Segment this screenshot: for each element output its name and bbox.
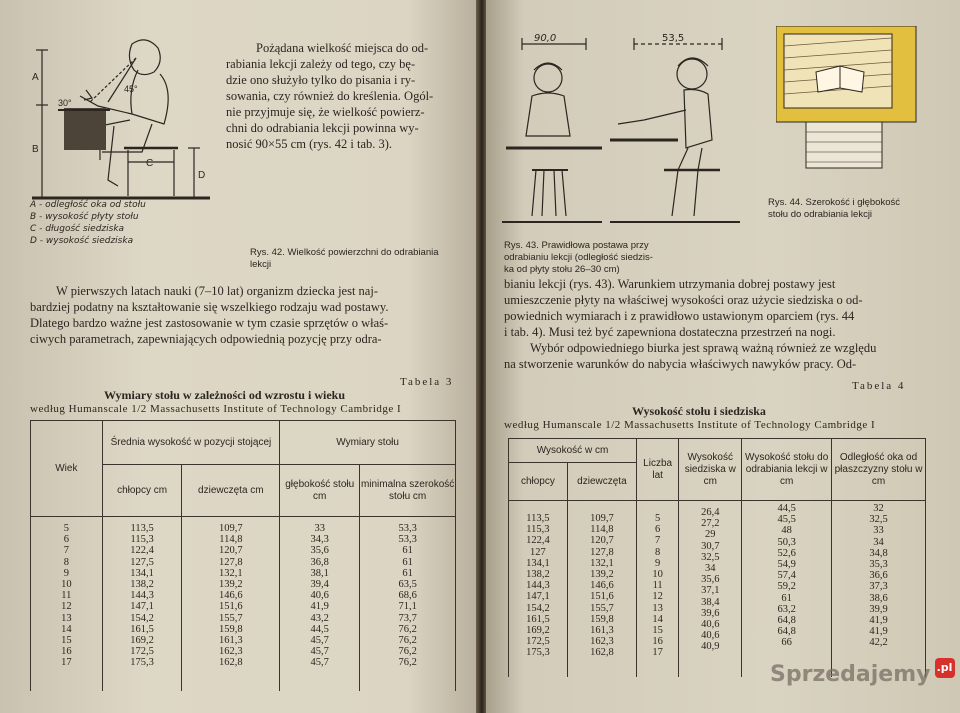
table-cell: 12 bbox=[652, 591, 663, 603]
fig44-caption bbox=[768, 197, 938, 221]
table-cell: 39,4 bbox=[310, 579, 329, 591]
table-cell: 151,6 bbox=[219, 601, 243, 613]
table-cell: 155,7 bbox=[219, 612, 243, 624]
right-page bbox=[486, 0, 960, 713]
table-cell: 35,3 bbox=[869, 559, 888, 571]
table-cell: 34,3 bbox=[310, 534, 329, 546]
table-cell: 48 bbox=[781, 525, 792, 537]
table-cell: 138,2 bbox=[526, 569, 550, 581]
table-cell: 57,4 bbox=[777, 570, 796, 582]
table-cell: 54,9 bbox=[777, 559, 796, 571]
table-cell: 144,3 bbox=[130, 590, 154, 602]
t3-col-dziewczeta bbox=[182, 517, 280, 691]
table-cell: 35,6 bbox=[701, 574, 720, 586]
caption-line: odrabianiu lekcji (odległość siedzis- bbox=[504, 252, 653, 263]
table-cell: 172,5 bbox=[130, 646, 154, 658]
table-cell: 17 bbox=[652, 647, 663, 659]
table-cell: 154,2 bbox=[130, 612, 154, 624]
watermark-logo bbox=[770, 661, 953, 687]
table-cell: 6 bbox=[63, 534, 69, 546]
table-cell: 175,3 bbox=[130, 657, 154, 669]
t4-col-chlopcy bbox=[509, 501, 568, 677]
table-cell: 32,5 bbox=[869, 514, 888, 526]
text-line: umieszczenie płyty na właściwej wysokości oraz użycie siedziska o od- bbox=[504, 293, 863, 307]
t4-header-wysokosc: Wysokość w cm bbox=[509, 439, 637, 463]
t3-col-szerokosc bbox=[360, 517, 456, 691]
table-cell: 161,3 bbox=[590, 625, 614, 637]
fig42-angle-30: 30° bbox=[58, 98, 72, 108]
t4-col-lat bbox=[636, 501, 678, 677]
left-paragraph-2 bbox=[30, 283, 470, 347]
table-cell: 16 bbox=[652, 636, 663, 648]
text-line: chni do odrabiania lekcji powinna wy- bbox=[226, 121, 419, 135]
table-cell: 169,2 bbox=[526, 625, 550, 637]
table-cell: 132,1 bbox=[219, 567, 243, 579]
t4-header-oko: Odległość oka od płaszczyzny stołu w cm bbox=[832, 439, 926, 501]
table-cell: 40,6 bbox=[701, 619, 720, 631]
table-cell: 109,7 bbox=[219, 523, 243, 534]
table-cell: 172,5 bbox=[526, 636, 550, 648]
table-cell: 146,6 bbox=[219, 590, 243, 602]
table-cell: 115,3 bbox=[526, 524, 550, 536]
text-line: i tab. 4). Musi też być zapewniona dostateczna przestrzeń na nogi. bbox=[504, 325, 836, 339]
watermark-text: Sprzedajemy bbox=[770, 662, 931, 687]
table-cell: 26,4 bbox=[701, 507, 720, 518]
text-line: na stworzenie warunków do nabycia właściwych nawyków pracy. Od- bbox=[504, 357, 857, 371]
table-cell: 162,3 bbox=[219, 646, 243, 658]
table-cell: 10 bbox=[652, 569, 663, 581]
table-cell: 114,8 bbox=[219, 534, 243, 546]
t4-header-stol: Wysokość stołu do odrabiania lekcji w cm bbox=[742, 439, 832, 501]
t3-col-wiek bbox=[31, 517, 103, 691]
table-cell: 76,2 bbox=[398, 646, 417, 658]
fig42-label-d: D bbox=[198, 170, 206, 181]
table-cell: 63,2 bbox=[777, 603, 796, 615]
table-cell: 146,6 bbox=[590, 580, 614, 592]
table-cell: 45,7 bbox=[310, 646, 329, 658]
t3-col-glebokosc bbox=[280, 517, 360, 691]
table-4-number: Tabela 4 bbox=[852, 380, 906, 392]
t4-header-siedzisko: Wysokość siedziska w cm bbox=[679, 439, 742, 501]
table-cell: 11 bbox=[652, 580, 663, 592]
text-line: powiednich wymiarach i z prawidłowo ustawionym oparciem (rys. 44 bbox=[504, 309, 855, 323]
caption-line: Rys. 42. Wielkość powierzchni do odrabiania bbox=[250, 247, 439, 258]
table-cell: 64,8 bbox=[777, 615, 796, 627]
table-cell: 17 bbox=[61, 657, 72, 669]
fig43-dimension-1: 90,0 bbox=[534, 33, 557, 44]
table-cell: 34 bbox=[705, 563, 716, 575]
table-cell: 36,6 bbox=[869, 570, 888, 582]
table-cell: 27,2 bbox=[701, 518, 720, 530]
table-cell: 144,3 bbox=[526, 580, 550, 592]
table-cell: 32,5 bbox=[701, 551, 720, 563]
text-line: bardziej podatny na kształtowanie się wszelkiego rodzaju wad postawy. bbox=[30, 300, 389, 314]
table-cell: 115,3 bbox=[130, 534, 154, 546]
table-cell: 34 bbox=[873, 536, 884, 548]
table-cell: 6 bbox=[655, 524, 661, 536]
table-cell: 45,7 bbox=[310, 657, 329, 669]
table-cell: 38,4 bbox=[701, 596, 720, 608]
t4-col-dziewczeta bbox=[567, 501, 636, 677]
table-cell: 30,7 bbox=[701, 540, 720, 552]
text-line: nosić 90×55 cm (rys. 42 i tab. 3). bbox=[226, 137, 393, 151]
table-cell: 120,7 bbox=[590, 535, 614, 547]
table-cell: 41,9 bbox=[869, 626, 888, 638]
table-cell: 29 bbox=[705, 529, 716, 541]
fig42-legend bbox=[30, 199, 146, 247]
table-cell: 42,2 bbox=[869, 637, 888, 649]
table-cell: 52,6 bbox=[777, 547, 796, 559]
table-cell: 43,2 bbox=[310, 612, 329, 624]
table-cell: 53,3 bbox=[398, 523, 417, 534]
table-cell: 5 bbox=[63, 523, 69, 534]
t3-header-glebokosc: głębokość stołu cm bbox=[280, 465, 360, 517]
fig42-caption bbox=[250, 247, 465, 271]
table-cell: 76,2 bbox=[398, 635, 417, 647]
fig42-label-b: B bbox=[32, 144, 39, 155]
table-cell: 45,7 bbox=[310, 635, 329, 647]
table-cell: 13 bbox=[61, 612, 72, 624]
table-cell: 44,5 bbox=[310, 623, 329, 635]
table-cell: 64,8 bbox=[777, 626, 796, 638]
table-cell: 61 bbox=[781, 592, 792, 604]
table-cell: 139,2 bbox=[219, 579, 243, 591]
table-cell: 134,1 bbox=[526, 557, 550, 569]
table-cell: 14 bbox=[61, 623, 72, 635]
table-cell: 41,9 bbox=[869, 615, 888, 627]
table-3-number: Tabela 3 bbox=[400, 376, 454, 388]
text-line: W pierwszych latach nauki (7–10 lat) organizm dziecka jest naj- bbox=[56, 284, 378, 298]
table-cell: 132,1 bbox=[590, 557, 614, 569]
table-cell: 169,2 bbox=[130, 635, 154, 647]
table-cell: 122,4 bbox=[130, 545, 154, 557]
table-cell: 61 bbox=[402, 567, 413, 579]
text-line: rabiania lekcji zależy od tego, czy bę- bbox=[226, 57, 416, 71]
table-cell: 122,4 bbox=[526, 535, 550, 547]
table-cell: 41,9 bbox=[310, 601, 329, 613]
table-cell: 76,2 bbox=[398, 657, 417, 669]
table-cell: 155,7 bbox=[590, 602, 614, 614]
table-cell: 147,1 bbox=[526, 591, 550, 603]
table-cell: 138,2 bbox=[130, 579, 154, 591]
t3-col-chlopcy bbox=[102, 517, 182, 691]
fig42-legend-d: D - wysokość siedziska bbox=[30, 236, 134, 246]
table-4 bbox=[508, 438, 926, 677]
t3-header-szerokosc: minimalna szerokość stołu cm bbox=[360, 465, 456, 517]
table-cell: 159,8 bbox=[590, 613, 614, 625]
table-cell: 76,2 bbox=[398, 623, 417, 635]
t4-col-oko bbox=[832, 501, 926, 677]
table-cell: 161,5 bbox=[130, 623, 154, 635]
text-line: Wybór odpowiedniego biurka jest sprawą ważną również ze względu bbox=[530, 341, 877, 355]
table-cell: 33 bbox=[873, 525, 884, 537]
table-cell: 36,8 bbox=[310, 556, 329, 568]
fig42-angle-45: 45° bbox=[124, 84, 138, 94]
table-cell: 14 bbox=[652, 613, 663, 625]
caption-line: Rys. 43. Prawidłowa postawa przy bbox=[504, 240, 649, 251]
table-cell: 32 bbox=[873, 503, 884, 514]
left-page bbox=[0, 0, 478, 713]
t4-header-dziewczeta: dziewczęta bbox=[567, 463, 636, 501]
t3-header-chlopcy: chłopcy cm bbox=[102, 465, 182, 517]
table-cell: 68,6 bbox=[398, 590, 417, 602]
table-cell: 13 bbox=[652, 602, 663, 614]
table-cell: 139,2 bbox=[590, 569, 614, 581]
table-cell: 59,2 bbox=[777, 581, 796, 593]
text-line: ciwych parametrach, zapewniających odpowiednią pozycję przy odra- bbox=[30, 332, 382, 346]
table-cell: 53,3 bbox=[398, 534, 417, 546]
table-cell: 73,7 bbox=[398, 612, 417, 624]
table-cell: 113,5 bbox=[130, 523, 154, 534]
table-cell: 8 bbox=[655, 546, 661, 558]
table-cell: 10 bbox=[61, 579, 72, 591]
text-line: dzie ono służyło tylko do pisania i ry- bbox=[226, 73, 416, 87]
caption-line: Rys. 44. Szerokość i głębokość bbox=[768, 197, 901, 208]
table-cell: 162,8 bbox=[219, 657, 243, 669]
table-cell: 38,6 bbox=[869, 592, 888, 604]
table-4-title: Wysokość stołu i siedziska bbox=[632, 404, 766, 418]
table-cell: 50,3 bbox=[777, 536, 796, 548]
table-cell: 38,1 bbox=[310, 567, 329, 579]
caption-line: ka od płyty stołu 26–30 cm) bbox=[504, 264, 620, 275]
figure-43-illustration bbox=[502, 30, 752, 235]
table-cell: 120,7 bbox=[219, 545, 243, 557]
table-cell: 12 bbox=[61, 601, 72, 613]
table-cell: 134,1 bbox=[130, 567, 154, 579]
table-cell: 161,3 bbox=[219, 635, 243, 647]
t4-header-lat: Liczba lat bbox=[636, 439, 678, 501]
table-cell: 109,7 bbox=[590, 513, 614, 524]
fig42-legend-a: A - odległość oka od stołu bbox=[30, 200, 146, 210]
table-cell: 33 bbox=[314, 523, 325, 534]
table-cell: 161,5 bbox=[526, 613, 550, 625]
table-cell: 114,8 bbox=[590, 524, 614, 536]
fig42-label-c: C bbox=[146, 158, 154, 169]
figure-44-illustration bbox=[776, 26, 918, 170]
table-cell: 162,8 bbox=[590, 647, 614, 659]
fig43-caption bbox=[504, 240, 704, 276]
table-cell: 61 bbox=[402, 556, 413, 568]
t3-header-srednia: Średnia wysokość w pozycji stojącej bbox=[102, 421, 280, 465]
table-cell: 40,6 bbox=[310, 590, 329, 602]
fig43-dimension-2: 53,5 bbox=[662, 33, 685, 44]
table-cell: 34,8 bbox=[869, 547, 888, 559]
fig42-label-a: A bbox=[32, 72, 39, 83]
text-line: bianiu lekcji (rys. 43). Warunkiem utrzymania dobrej postawy jest bbox=[504, 277, 836, 291]
table-cell: 9 bbox=[63, 567, 69, 579]
watermark-badge: .pl bbox=[935, 658, 955, 678]
text-line: Dlatego bardzo ważne jest zastosowanie w tym czasie sprzętów o właś- bbox=[30, 316, 389, 330]
table-cell: 39,6 bbox=[701, 607, 720, 619]
table-cell: 35,6 bbox=[310, 545, 329, 557]
table-cell: 8 bbox=[63, 556, 69, 568]
table-cell: 127 bbox=[530, 546, 546, 558]
table-cell: 151,6 bbox=[590, 591, 614, 603]
table-cell: 175,3 bbox=[526, 647, 550, 659]
right-paragraph-1 bbox=[504, 276, 948, 372]
table-cell: 127,8 bbox=[590, 546, 614, 558]
table-cell: 71,1 bbox=[398, 601, 417, 613]
t3-header-dziewczeta: dziewczęta cm bbox=[182, 465, 280, 517]
table-3 bbox=[30, 420, 456, 691]
table-cell: 159,8 bbox=[219, 623, 243, 635]
table-cell: 7 bbox=[63, 545, 69, 557]
t3-header-wymiary: Wymiary stołu bbox=[280, 421, 456, 465]
table-cell: 44,5 bbox=[777, 503, 796, 514]
table-cell: 63,5 bbox=[398, 579, 417, 591]
table-cell: 162,3 bbox=[590, 636, 614, 648]
table-cell: 39,9 bbox=[869, 603, 888, 615]
table-3-subtitle: według Humanscale 1/2 Massachusetts Institute of Technology Cambridge I bbox=[30, 403, 402, 415]
table-3-title: Wymiary stołu w zależności od wzrostu i wieku bbox=[104, 388, 345, 402]
table-cell: 66 bbox=[781, 637, 792, 649]
table-cell: 37,3 bbox=[869, 581, 888, 593]
text-line: nie przyjmuje się, że wielkość powierz- bbox=[226, 105, 425, 119]
table-cell: 147,1 bbox=[130, 601, 154, 613]
t3-header-wiek: Wiek bbox=[31, 421, 103, 517]
table-cell: 45,5 bbox=[777, 514, 796, 526]
table-4-subtitle: według Humanscale 1/2 Massachusetts Institute of Technology Cambridge I bbox=[504, 419, 876, 431]
table-cell: 9 bbox=[655, 557, 661, 569]
table-cell: 61 bbox=[402, 545, 413, 557]
table-cell: 154,2 bbox=[526, 602, 550, 614]
t4-header-chlopcy: chłopcy bbox=[509, 463, 568, 501]
caption-line: stołu do odrabiania lekcji bbox=[768, 209, 873, 220]
t4-col-stol bbox=[742, 501, 832, 677]
table-cell: 37,1 bbox=[701, 585, 720, 597]
caption-line: lekcji bbox=[250, 259, 272, 270]
text-line: sowania, czy również do kreślenia. Ogól- bbox=[226, 89, 434, 103]
table-cell: 113,5 bbox=[526, 513, 550, 524]
table-cell: 5 bbox=[655, 513, 661, 524]
fig42-legend-b: B - wysokość płyty stołu bbox=[30, 212, 139, 222]
table-cell: 7 bbox=[655, 535, 661, 547]
figure-42-illustration bbox=[28, 30, 218, 210]
table-cell: 127,8 bbox=[219, 556, 243, 568]
table-cell: 40,6 bbox=[701, 630, 720, 642]
table-cell: 40,9 bbox=[701, 641, 720, 653]
text-line: Pożądana wielkość miejsca do od- bbox=[256, 41, 429, 55]
t4-col-siedzisko bbox=[679, 501, 742, 677]
table-cell: 15 bbox=[652, 625, 663, 637]
fig42-legend-c: C - długość siedziska bbox=[30, 224, 125, 234]
left-paragraph-1 bbox=[226, 40, 461, 152]
table-cell: 127,5 bbox=[130, 556, 154, 568]
table-cell: 11 bbox=[61, 590, 72, 602]
table-cell: 16 bbox=[61, 646, 72, 658]
table-cell: 15 bbox=[61, 635, 72, 647]
